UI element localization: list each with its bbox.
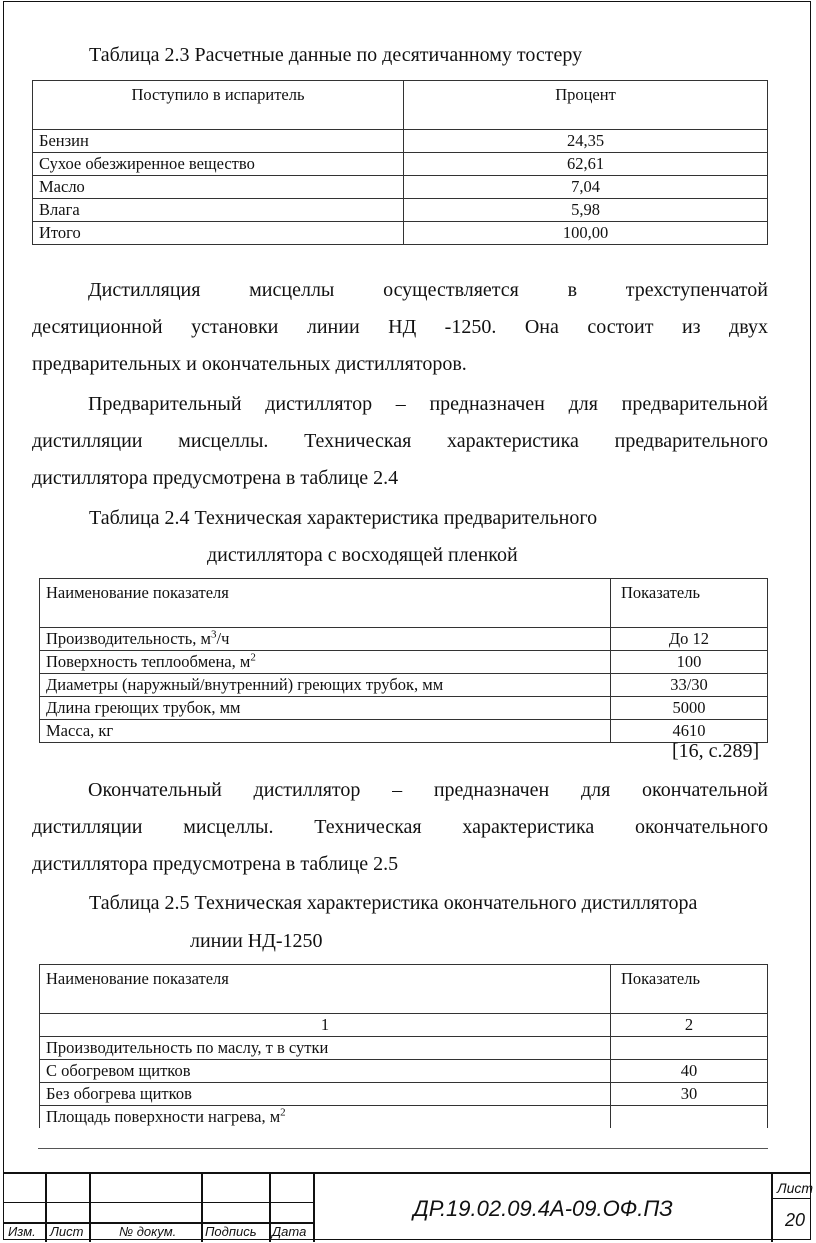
table-cell: 5000 — [611, 697, 768, 720]
paragraph-line: предварительных и окончательных дистилляторов. — [32, 353, 467, 375]
table-cell: 40 — [611, 1060, 768, 1083]
paragraph-line: десятиционной установки линии НД -1250. Она состоит из двух — [32, 316, 768, 338]
sheet-label: Лист — [777, 1180, 814, 1196]
table-2-5-caption-line2: линии НД-1250 — [190, 930, 323, 952]
table-cell: 62,61 — [404, 153, 768, 176]
table-row — [33, 199, 768, 222]
header-cell: Наименование показателя — [40, 965, 611, 1014]
header-cell: Наименование показателя — [40, 579, 611, 628]
table-header-row — [40, 579, 768, 628]
table-cell: 100 — [611, 651, 768, 674]
table-cell: 4610 — [611, 720, 768, 743]
table-cell: С обогревом щитков — [40, 1060, 611, 1083]
table-row — [33, 222, 768, 245]
column-number-row — [40, 1014, 768, 1037]
title-block-stamp — [3, 1172, 814, 1242]
table-2-5 — [39, 964, 768, 1128]
table-cell: Производительность по маслу, т в сутки — [40, 1037, 611, 1060]
footer-divider — [38, 1148, 768, 1149]
table-row — [40, 720, 768, 743]
table-cell: Диаметры (наружный/внутренний) греющих трубок, мм — [40, 674, 611, 697]
paragraph-line: Окончательный дистиллятор – предназначен для окончательной — [88, 779, 768, 801]
stamp-column-divider — [45, 1174, 47, 1242]
table-cell: Без обогрева щитков — [40, 1083, 611, 1106]
header-cell: Показатель — [611, 579, 768, 628]
table-cell: Производительность, $м^3/ч$ — [40, 628, 611, 651]
table-2-3 — [32, 80, 768, 245]
stamp-column-divider — [201, 1174, 203, 1242]
table-cell: До 12 — [611, 628, 768, 651]
sheet-number: 20 — [784, 1210, 806, 1230]
table-row — [40, 1060, 768, 1083]
table-header-row — [33, 81, 768, 130]
paragraph-line: Предварительный дистиллятор – предназначен для предварительной — [88, 393, 768, 415]
paragraph-line: Дистилляция мисцеллы осуществляется в трехступенчатой — [88, 279, 768, 301]
stamp-label: № докум. — [119, 1224, 177, 1239]
table-cell: Итого — [33, 222, 404, 245]
paragraph-line: дистилляции мисцеллы. Техническая характеристика окончательного — [32, 816, 768, 838]
table-row — [40, 628, 768, 651]
table-2-5-caption: Таблица 2.5 Техническая характеристика окончательного дистиллятора — [89, 892, 698, 914]
table-cell: Влага — [33, 199, 404, 222]
table-cell: Масло — [33, 176, 404, 199]
paragraph-line: дистиллятора предусмотрена в таблице 2.4 — [32, 467, 399, 489]
table-row — [40, 1037, 768, 1060]
table-row — [33, 153, 768, 176]
table-row — [40, 697, 768, 720]
table-cell: 5,98 — [404, 199, 768, 222]
header-cell: Процент — [404, 81, 768, 130]
table-cell: Бензин — [33, 130, 404, 153]
table-2-4 — [39, 578, 768, 743]
stamp-label: Изм. — [8, 1224, 36, 1239]
table-cell: 30 — [611, 1083, 768, 1106]
paragraph-line: дистиллятора предусмотрена в таблице 2.5 — [32, 853, 399, 875]
table-cell: 24,35 — [404, 130, 768, 153]
table-cell: Площадь поверхности нагрева, $м^2$ — [40, 1106, 611, 1129]
table-cell: 7,04 — [404, 176, 768, 199]
reference-citation: [16, с.289] — [672, 740, 760, 762]
table-2-3-caption: Таблица 2.3 Расчетные данные по десятичанному тостеру — [89, 44, 583, 66]
table-row — [40, 674, 768, 697]
table-2-4-caption-line2: дистиллятора с восходящей пленкой — [207, 544, 518, 566]
table-header-row — [40, 965, 768, 1014]
table-cell: 1 — [40, 1014, 611, 1037]
paragraph-distillation — [32, 272, 768, 383]
table-cell: Масса, кг — [40, 720, 611, 743]
table-2-4-caption: Таблица 2.4 Техническая характеристика предварительного — [89, 507, 598, 529]
table-cell: Поверхность теплообмена, $м^2$ — [40, 651, 611, 674]
paragraph-line: дистилляции мисцеллы. Техническая характеристика предварительного — [32, 430, 768, 452]
table-cell: 2 — [611, 1014, 768, 1037]
table-cell: Сухое обезжиренное вещество — [33, 153, 404, 176]
stamp-column-divider — [89, 1174, 91, 1242]
table-row — [40, 651, 768, 674]
table-row — [40, 1106, 768, 1129]
stamp-row-divider — [771, 1198, 811, 1199]
paragraph-preliminary-distiller — [32, 386, 768, 497]
table-cell: Длина греющих трубок, мм — [40, 697, 611, 720]
header-cell: Показатель — [611, 965, 768, 1014]
header-cell: Поступило в испаритель — [33, 81, 404, 130]
table-row — [33, 130, 768, 153]
stamp-column-divider — [269, 1174, 271, 1242]
stamp-row-divider — [3, 1202, 313, 1203]
stamp-label: Дата — [272, 1224, 307, 1239]
table-cell — [611, 1037, 768, 1060]
table-cell: 33/30 — [611, 674, 768, 697]
document-code: ДР.19.02.09.4А-09.ОФ.ПЗ — [413, 1196, 673, 1221]
table-cell: 100,00 — [404, 222, 768, 245]
stamp-label: Подпись — [205, 1224, 257, 1239]
table-row — [33, 176, 768, 199]
table-cell — [611, 1106, 768, 1129]
stamp-label: Лист — [50, 1224, 84, 1239]
paragraph-final-distiller — [32, 772, 768, 883]
table-row — [40, 1083, 768, 1106]
